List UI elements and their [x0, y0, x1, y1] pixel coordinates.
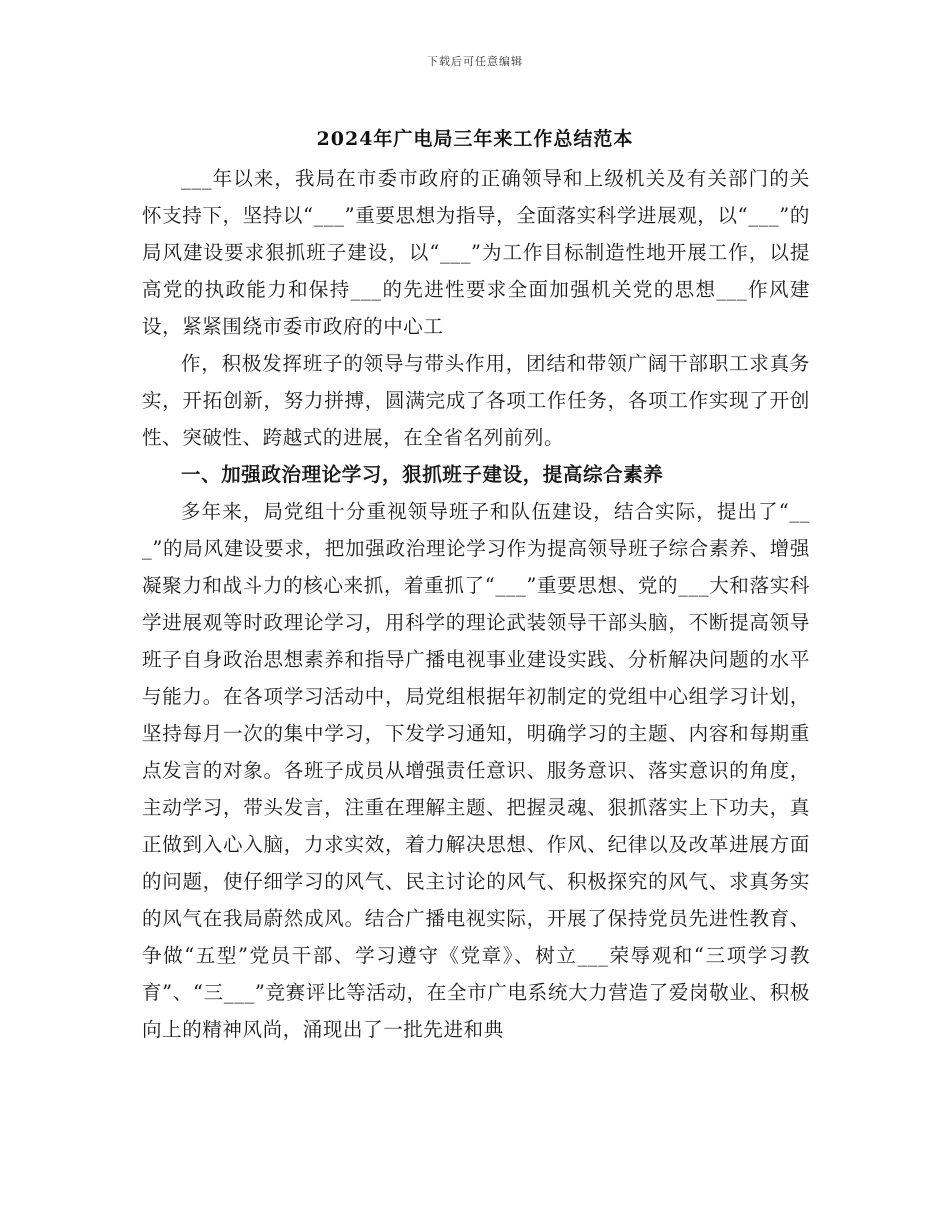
section-body-1: 多年来，局党组十分重视领导班子和队伍建设，结合实际，提出了“___”的局风建设要求，把加强政治理论学习作为提高领导班子综合素养、增强凝聚力和战斗力的核心来抓，着重抓了“___”重要思想、党的___大和落实科学进展观等时政理论学习，用科学的理论武装领导干部头脑，不断提高领导班子自身政治思想素养和指导广播电视事业建设实践、分析解决问题的水平与能力。在各项学习活动中，局党组根据年初制定的党组中心组学习计划，坚持每月一次的集中学习，下发学习通知，明确学习的主题、内容和每期重点发言的对象。各班子成员从增强责任意识、服务意识、落实意识的角度，主动学习，带头发言，注重在理解主题、把握灵魂、狠抓落实上下功夫，真正做到入心入脑，力求实效，着力解决思想、作风、纪律以及改革进展方面的问题，使仔细学习的风气、民主讨论的风气、积极探究的风气、求真务实的风气在我局蔚然成风。结合广播电视实际，开展了保持党员先进性教育、争做“五型”党员干部、学习遵守《党章》、树立___荣辱观和“三项学习教育”、“三___”竞赛评比等活动，在全市广电系统大力营造了爱岗敬业、积极向上的精神风尚，涌现出了一批先进和典	[142, 500, 810, 1041]
document-body	[142, 160, 810, 1048]
section-heading-1: 一、加强政治理论学习，狠抓班子建设，提高综合素养	[181, 463, 664, 486]
document-title: 2024年广电局三年来工作总结范本	[316, 128, 634, 150]
paragraph-intro-continued: 作，积极发挥班子的领导与带头作用，团结和带领广阔干部职工求真务实，开拓创新，努力拼搏，圆满完成了各项工作任务，各项工作实现了开创性、突破性、跨越式的进展，在全省名列前列。	[142, 352, 810, 449]
paragraph-intro: ___年以来，我局在市委市政府的正确领导和上级机关及有关部门的关怀支持下，坚持以“___”重要思想为指导，全面落实科学进展观，以“___”的局风建设要求狠抓班子建设，以“___”为工作目标制造性地开展工作，以提高党的执政能力和保持___的先进性要求全面加强机关党的思想___作风建设，紧紧围绕市委市政府的中心工	[142, 167, 810, 338]
header-note: 下载后可任意编辑	[427, 55, 523, 68]
